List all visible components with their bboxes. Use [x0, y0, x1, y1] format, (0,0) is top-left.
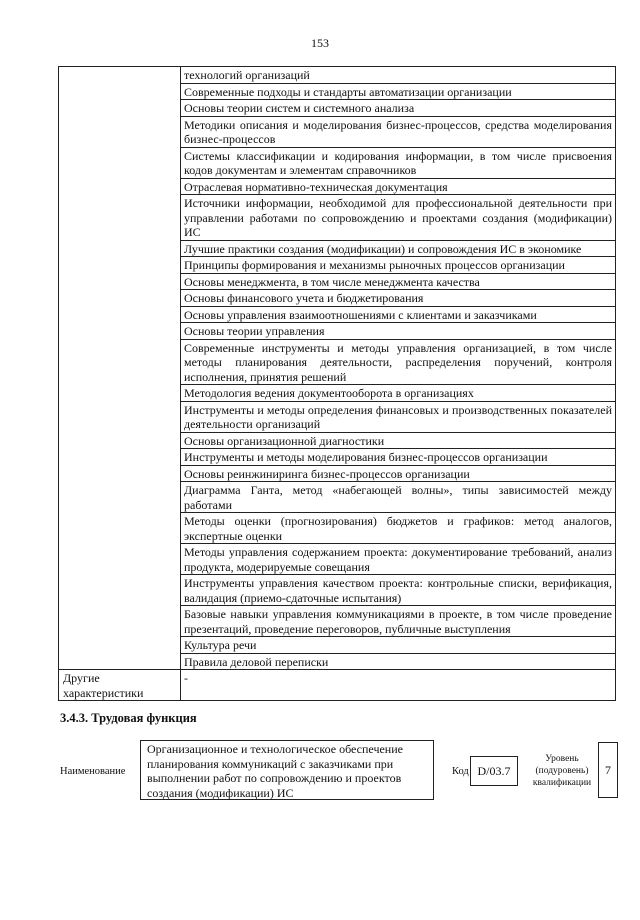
knowledge-item: Правила деловой переписки — [181, 653, 616, 670]
knowledge-item: Методы управления содержанием проекта: документирование требований, анализ продукта, модерируемые совещания — [181, 544, 616, 575]
name-value: Организационное и технологическое обеспечение планирования коммуникаций с заказчиками при выполнении работ по сопровождению и проектов создания (модификации) ИС — [140, 740, 434, 800]
code-value: D/03.7 — [470, 756, 518, 786]
knowledge-item: Современные инструменты и методы управления организацией, в том числе методы планирования деятельности, распределения поручений, контроля исполнения, принятия решений — [181, 339, 616, 385]
section-heading: 3.4.3. Трудовая функция — [60, 711, 197, 725]
knowledge-item: Основы теории управления — [181, 323, 616, 340]
knowledge-item: Инструменты и методы моделирования бизнес-процессов организации — [181, 449, 616, 466]
knowledge-item: Инструменты и методы определения финансовых и производственных показателей деятельности организаций — [181, 401, 616, 432]
other-characteristics-value: - — [181, 670, 616, 701]
knowledge-item: Базовые навыки управления коммуникациями в проекте, в том числе проведение презентаций, проведение переговоров, публичные выступления — [181, 606, 616, 637]
knowledge-item: Основы реинжиниринга бизнес-процессов организации — [181, 465, 616, 482]
other-characteristics-label: Другие характеристики — [59, 670, 181, 701]
knowledge-item: Лучшие практики создания (модификации) и сопровождения ИС в экономике — [181, 240, 616, 257]
knowledge-item: Основы финансового учета и бюджетирования — [181, 290, 616, 307]
work-function-block — [60, 740, 620, 802]
knowledge-item: Основы теории систем и системного анализа — [181, 100, 616, 117]
knowledge-item: Основы управления взаимоотношениями с клиентами и заказчиками — [181, 306, 616, 323]
knowledge-item: Системы классификации и кодирования информации, в том числе присвоения кодов документам и элементам справочников — [181, 147, 616, 178]
knowledge-item: Методики описания и моделирования бизнес-процессов, средства моделирования бизнес-процессов — [181, 116, 616, 147]
knowledge-table — [58, 66, 616, 701]
knowledge-item: Отраслевая нормативно-техническая документация — [181, 178, 616, 195]
knowledge-item: Инструменты управления качеством проекта: контрольные списки, верификация, валидация (приемо-сдаточные испытания) — [181, 575, 616, 606]
other-characteristics-row — [59, 670, 616, 701]
knowledge-item: Культура речи — [181, 637, 616, 654]
knowledge-item: Основы менеджмента, в том числе менеджмента качества — [181, 273, 616, 290]
knowledge-item: Диаграмма Ганта, метод «набегающей волны», типы зависимостей между работами — [181, 482, 616, 513]
knowledge-item: Методы оценки (прогнозирования) бюджетов и графиков: метод аналогов, экспертные оценки — [181, 513, 616, 544]
knowledge-item: Методология ведения документооборота в организациях — [181, 385, 616, 402]
knowledge-item: технологий организаций — [181, 67, 616, 84]
page-number: 153 — [311, 36, 329, 50]
code-label: Код — [452, 766, 469, 777]
knowledge-item: Источники информации, необходимой для профессиональной деятельности при управлении работами по сопровождению и проектами создания (модификации) ИС — [181, 195, 616, 241]
level-label: Уровень (подуровень) квалификации — [532, 754, 592, 788]
row-label-empty — [59, 67, 181, 670]
knowledge-item: Принципы формирования и механизмы рыночных процессов организации — [181, 257, 616, 274]
table-row — [59, 67, 616, 84]
knowledge-item: Современные подходы и стандарты автоматизации организации — [181, 83, 616, 100]
name-label: Наименование — [60, 766, 126, 777]
level-value: 7 — [598, 742, 618, 798]
knowledge-item: Основы организационной диагностики — [181, 432, 616, 449]
